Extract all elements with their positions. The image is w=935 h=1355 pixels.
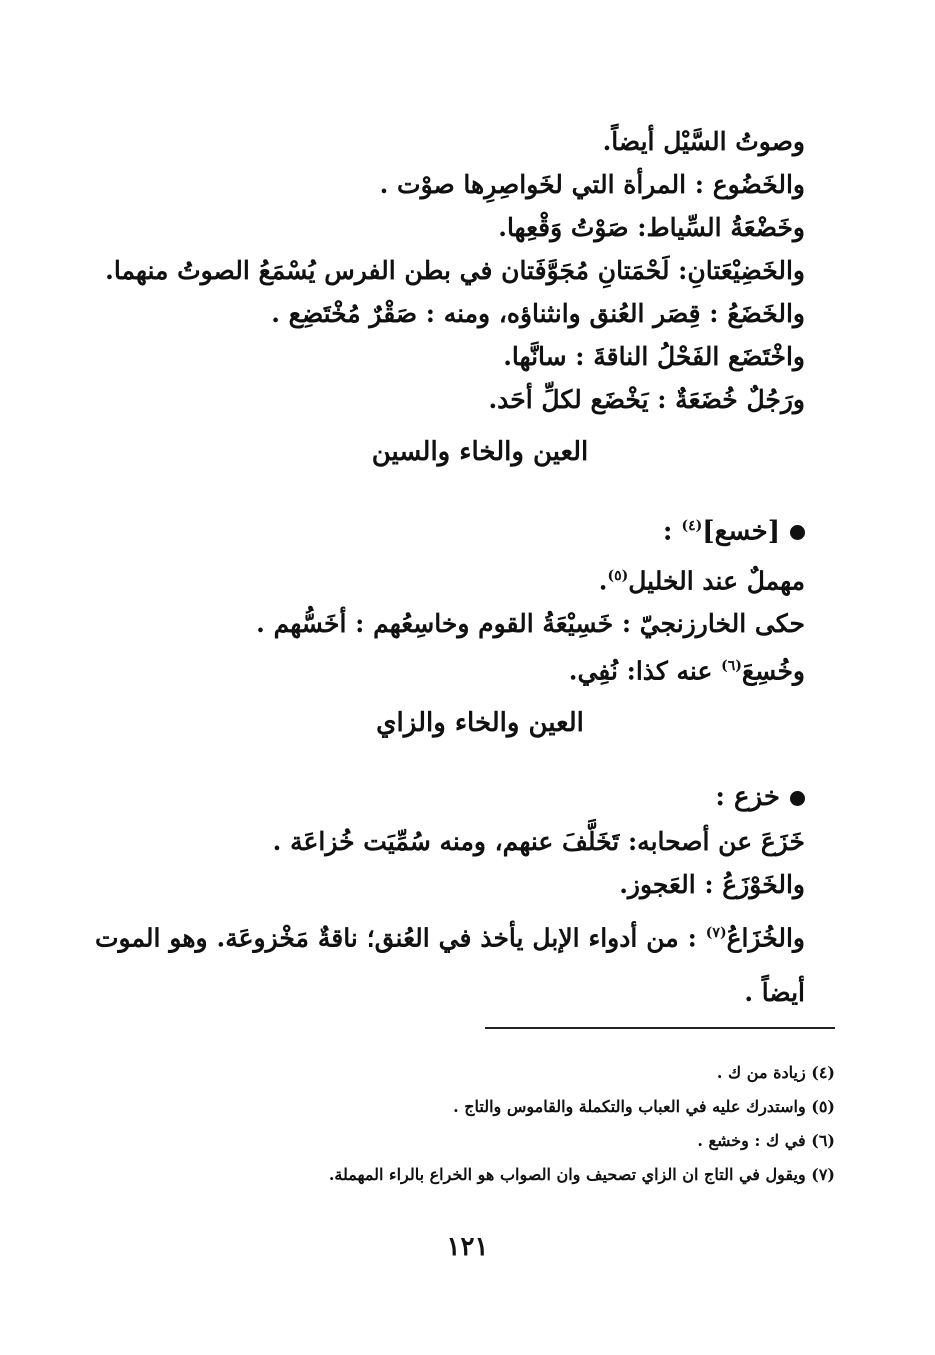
- page-number: ١٢١: [446, 1232, 489, 1262]
- text-line: [95, 645, 805, 692]
- text-line: ورَجُلٌ خُضَعَةٌ : يَخْضَع لكلِّ أحَد.: [488, 385, 805, 414]
- main-text: [95, 120, 805, 1020]
- footnote-ref: (٥): [607, 567, 629, 584]
- footnote: (٤) زيادة من ك .: [716, 1063, 835, 1082]
- headword: [خسع]: [702, 516, 780, 547]
- bullet-icon: [790, 525, 805, 540]
- entry-headword: [95, 503, 805, 555]
- entry-headword: [95, 774, 805, 820]
- text-line: [95, 555, 805, 602]
- text-paragraph: [95, 906, 805, 1019]
- text-line: وخَضْعَةُ السِّياط: صَوْتُ وَقْعِها.: [498, 213, 805, 242]
- text-line: والخَضَعُ : قِصَر العُنق وانثناؤه، ومنه : صَقْرٌ مُخْتَضِع .: [271, 299, 805, 328]
- text-line: والخَضِيْعَتانِ: لَحْمَتانِ مُجَوَّفَتان في بطن الفرس يُسْمَعُ الصوتُ منهما.: [105, 256, 805, 285]
- text-line: والخَوْزَعُ : العَجوز.: [619, 870, 805, 900]
- footnote: (٥) واستدرك عليه في العباب والتكملة والقاموس والتاج .: [453, 1097, 835, 1116]
- text-line: وصوتُ السَّيْل أيضاً.: [602, 127, 805, 156]
- headword-colon: :: [662, 516, 673, 547]
- text-segment: مهملٌ عند الخليل: [628, 565, 805, 595]
- text-segment: .: [598, 565, 608, 595]
- footnote-divider: [485, 1027, 835, 1029]
- text-line: حكى الخارزنجيّ : خَسِيْعَةُ القوم وخاسِعُهم : أخَسُّهم .: [256, 608, 805, 638]
- text-segment: وخُسِعَ: [741, 656, 805, 686]
- headword: خزع :: [715, 782, 780, 813]
- text-line: واخْتَضَع الفَحْلُ الناقةَ : سانَّها.: [503, 342, 805, 371]
- footnote-ref: (٧): [705, 925, 727, 942]
- text-line: والخَضُوع : المرأة التي لخَواصِرِها صوْت .: [379, 170, 805, 199]
- footnote: (٧) ويقول في التاج ان الزاي تصحيف وان الصواب هو الخراع بالراء المهملة.: [328, 1165, 835, 1184]
- text-segment: والخُزَاعُ: [726, 923, 805, 953]
- footnote-ref: (٦): [721, 657, 742, 674]
- text-segment: عنه كذا: نُفِي.: [568, 656, 722, 686]
- spacer: [95, 754, 805, 774]
- bullet-icon: [790, 791, 805, 806]
- text-segment: : من أدواء الإبل يأخذ في العُنق؛ ناقةٌ مَخْزوعَة. وهو الموت أيضاً .: [95, 923, 805, 1007]
- footnote: (٦) في ك : وخشع .: [697, 1131, 835, 1150]
- spacer: [95, 483, 805, 503]
- footnote-ref: (٤): [681, 518, 703, 534]
- text-line: خَزَعَ عن أصحابه: تَخَلَّفَ عنهم، ومنه سُمِّيَت خُزاعَة .: [272, 827, 805, 857]
- section-heading: العين والخاء والسين: [371, 437, 589, 467]
- footnotes: [95, 1056, 835, 1192]
- section-heading: العين والخاء والزاي: [376, 708, 584, 739]
